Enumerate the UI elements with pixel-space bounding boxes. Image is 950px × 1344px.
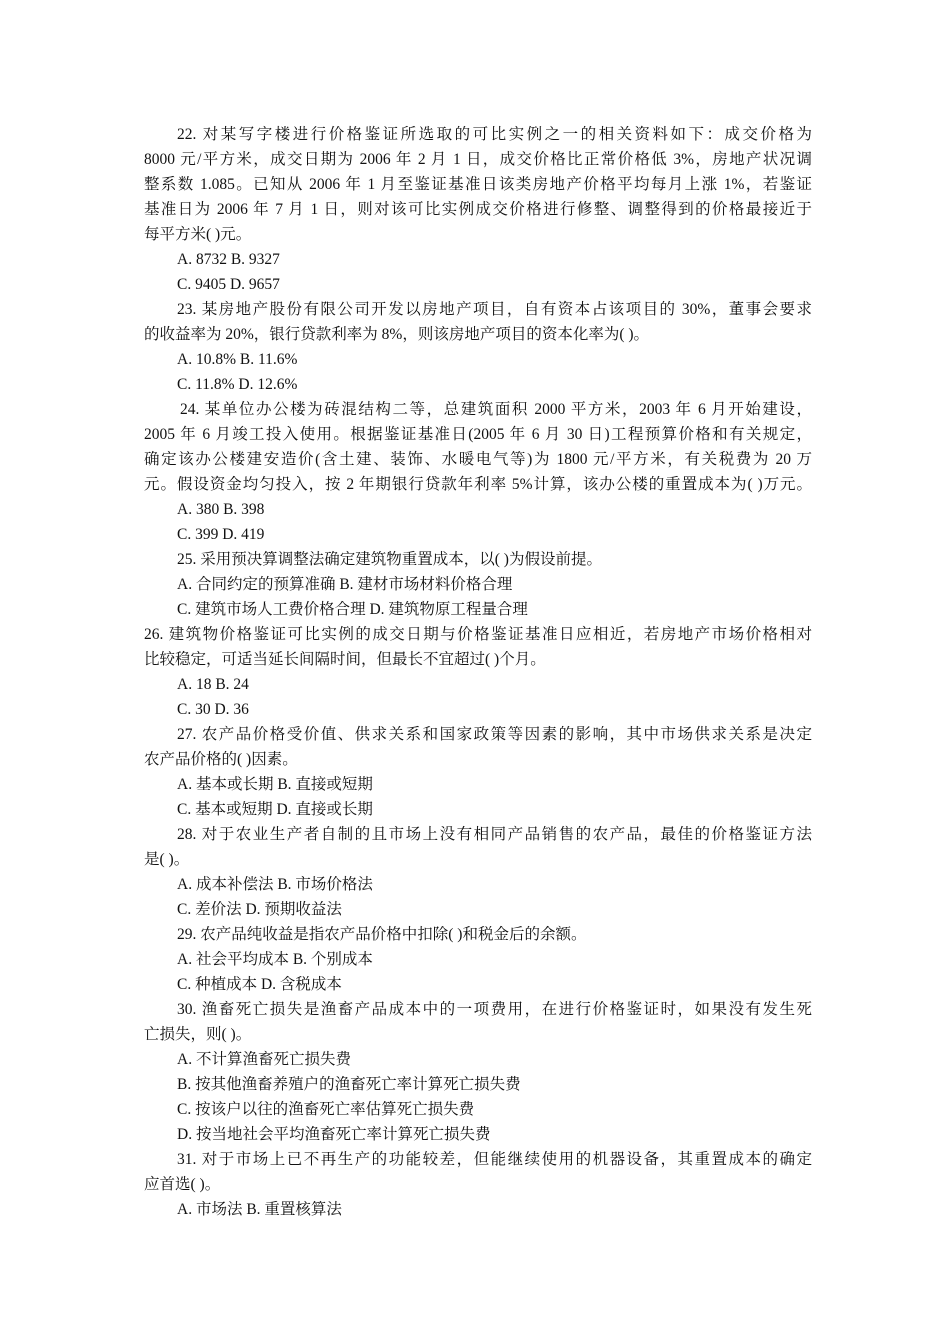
option-line: C. 30 D. 36 [177, 701, 249, 718]
question-22 [144, 122, 812, 297]
question-27 [144, 722, 812, 822]
question-stem-line: 28. 对于农业生产者自制的且市场上没有相同产品销售的农产品，最佳的价格鉴证方法 [177, 826, 812, 843]
question-stem-line: 22. 对某写字楼进行价格鉴证所选取的可比实例之一的相关资料如下：成交价格为 [177, 126, 812, 143]
question-stem-line: 是( )。 [144, 851, 190, 868]
question-stem-line: 亡损失，则( )。 [144, 1026, 252, 1043]
option-line: A. 380 B. 398 [177, 501, 265, 518]
question-stem-line: 比较稳定，可适当延长间隔时间，但最长不宜超过( )个月。 [144, 651, 546, 668]
question-stem-line: 27. 农产品价格受价值、供求关系和国家政策等因素的影响，其中市场供求关系是决定 [177, 726, 812, 743]
option-line: C. 11.8% D. 12.6% [177, 376, 298, 393]
question-29 [144, 922, 812, 997]
question-stem-line: 农产品价格的( )因素。 [144, 751, 298, 768]
option-line: D. 按当地社会平均渔畜死亡率计算死亡损失费 [177, 1126, 491, 1143]
question-stem-line: 基准日为 2006 年 7 月 1 日，则对该可比实例成交价格进行修整、调整得到的价格最接近于 [144, 201, 812, 218]
document-page [144, 122, 812, 1222]
option-line: C. 399 D. 419 [177, 526, 265, 543]
question-stem-line: 24. 某单位办公楼为砖混结构二等，总建筑面积 2000 平方米，2003 年 6 月开始建设， [180, 401, 812, 418]
option-line: A. 成本补偿法 B. 市场价格法 [177, 876, 373, 893]
question-31 [144, 1147, 812, 1222]
question-30 [144, 997, 812, 1147]
option-line: B. 按其他渔畜养殖户的渔畜死亡率计算死亡损失费 [177, 1076, 521, 1093]
question-stem-line: 26. 建筑物价格鉴证可比实例的成交日期与价格鉴证基准日应相近，若房地产市场价格相对 [144, 626, 812, 643]
question-stem-line: 25. 采用预决算调整法确定建筑物重置成本，以( )为假设前提。 [177, 551, 602, 568]
question-stem-line: 23. 某房地产股份有限公司开发以房地产项目，自有资本占该项目的 30%，董事会要求 [177, 301, 812, 318]
question-stem-line: 确定该办公楼建安造价(含土建、装饰、水暖电气等)为 1800 元/平方米，有关税费为 20 万 [144, 451, 812, 468]
option-line: A. 10.8% B. 11.6% [177, 351, 298, 368]
question-26 [144, 622, 812, 722]
question-stem-line: 元。假设资金均匀投入，按 2 年期银行贷款年利率 5%计算，该办公楼的重置成本为( )万元。 [144, 476, 812, 493]
option-line: A. 基本或长期 B. 直接或短期 [177, 776, 373, 793]
option-line: C. 种植成本 D. 含税成本 [177, 976, 342, 993]
option-line: C. 基本或短期 D. 直接或长期 [177, 801, 373, 818]
question-stem-line: 30. 渔畜死亡损失是渔畜产品成本中的一项费用，在进行价格鉴证时，如果没有发生死 [177, 1001, 812, 1018]
option-line: C. 差价法 D. 预期收益法 [177, 901, 342, 918]
option-line: A. 8732 B. 9327 [177, 251, 280, 268]
question-stem-line: 29. 农产品纯收益是指农产品价格中扣除( )和税金后的余额。 [177, 926, 587, 943]
option-line: C. 建筑市场人工费价格合理 D. 建筑物原工程量合理 [177, 601, 528, 618]
question-stem-line: 31. 对于市场上已不再生产的功能较差，但能继续使用的机器设备，其重置成本的确定 [177, 1151, 812, 1168]
question-stem-line: 每平方米( )元。 [144, 226, 252, 243]
question-stem-line: 的收益率为 20%，银行贷款利率为 8%，则该房地产项目的资本化率为( )。 [144, 326, 650, 343]
question-25 [144, 547, 812, 622]
question-24 [144, 397, 812, 547]
option-line: C. 按该户以往的渔畜死亡率估算死亡损失费 [177, 1101, 475, 1118]
option-line: C. 9405 D. 9657 [177, 276, 280, 293]
question-23 [144, 297, 812, 397]
option-line: A. 不计算渔畜死亡损失费 [177, 1051, 351, 1068]
question-stem-line: 应首选( )。 [144, 1176, 221, 1193]
option-line: A. 市场法 B. 重置核算法 [177, 1201, 342, 1218]
question-stem-line: 2005 年 6 月竣工投入使用。根据鉴证基准日(2005 年 6 月 30 日)工程预算价格和有关规定， [144, 426, 812, 443]
question-stem-line: 整系数 1.085。已知从 2006 年 1 月至鉴证基准日该类房地产价格平均每月上涨 1%，若鉴证 [144, 176, 812, 193]
option-line: A. 18 B. 24 [177, 676, 249, 693]
question-28 [144, 822, 812, 922]
option-line: A. 合同约定的预算准确 B. 建材市场材料价格合理 [177, 576, 513, 593]
option-line: A. 社会平均成本 B. 个别成本 [177, 951, 373, 968]
question-stem-line: 8000 元/平方米，成交日期为 2006 年 2 月 1 日，成交价格比正常价格低 3%，房地产状况调 [144, 151, 812, 168]
